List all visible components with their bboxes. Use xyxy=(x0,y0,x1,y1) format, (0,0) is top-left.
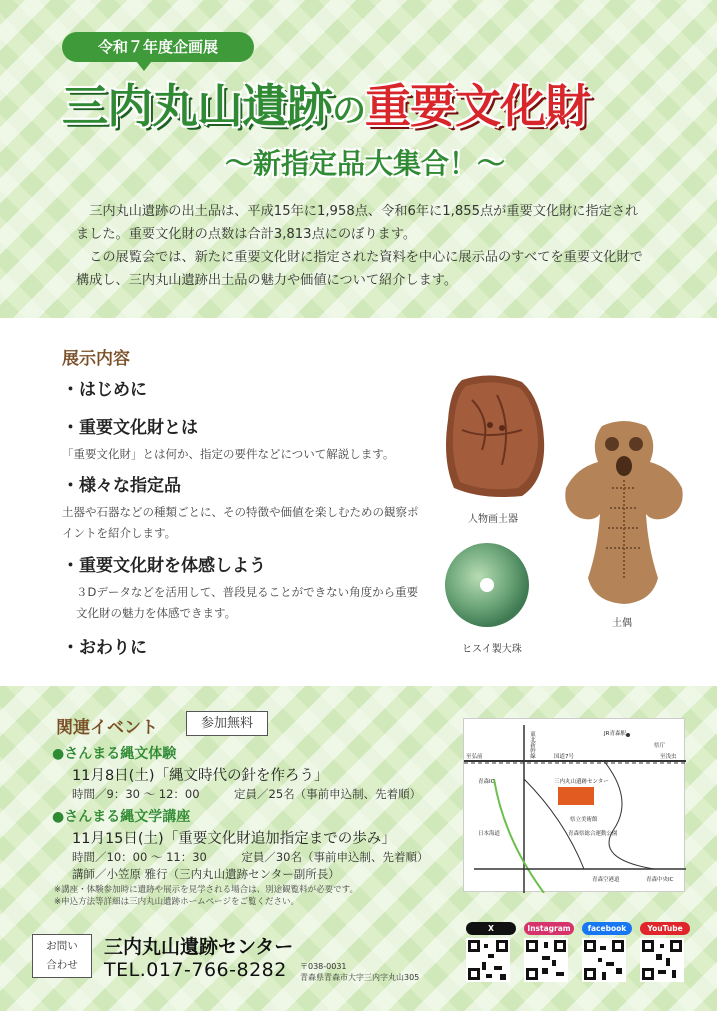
exhibit-item-desc: 土器や石器などの種類ごとに、その特徴や価値を楽しむための観察ポイントを紹介します。 xyxy=(62,505,419,540)
map-label-kencho: 県庁 xyxy=(654,743,666,749)
pottery-image xyxy=(442,370,548,500)
org-name: 三内丸山遺跡センター xyxy=(104,936,294,958)
map-label-station: JR青森駅 xyxy=(604,731,626,737)
intro-text xyxy=(76,200,648,292)
contact-label-1: お問い xyxy=(46,940,78,952)
event-2-name: ●さんまる縄文学講座 xyxy=(52,809,191,825)
jade-image xyxy=(444,542,530,628)
exhibit-item-heading: ・重要文化財を体感しよう xyxy=(62,556,266,576)
event-1-info: 時間／9：30 ～ 12：00 定員／25名（事前申込制、先着順） xyxy=(72,787,422,801)
exhibit-item xyxy=(62,474,432,544)
exhibit-item-heading: ・様々な指定品 xyxy=(62,476,181,496)
map-label-nishi: 至弘前 xyxy=(466,754,483,760)
sns-youtube[interactable] xyxy=(640,922,690,986)
contact-label xyxy=(32,934,92,978)
title-part1: 三内丸山遺跡 xyxy=(62,79,332,133)
note-1: ※講座・体験参加時に遺跡や展示を見学される場合は、別途観覧料が必要です。 xyxy=(54,885,358,895)
sns-x[interactable] xyxy=(466,922,516,986)
map-label-center: 三内丸山遺跡センター xyxy=(554,779,609,785)
exhibit-item-heading: ・おわりに xyxy=(62,638,147,658)
postal-code: 〒038-0031 xyxy=(300,962,347,971)
qr-code-icon xyxy=(582,938,626,982)
events-title: 関連イベント xyxy=(56,718,158,738)
map-label-higashi: 至浅虫 xyxy=(660,754,677,760)
event-2-lecturer: 講師／小笠原 雅行（三内丸山遺跡センター副所長） xyxy=(72,867,340,881)
map-label-route7: 国道7号 xyxy=(554,754,574,760)
exhibit-item-desc: 「重要文化財」とは何か、指定の要件などについて解説します。 xyxy=(62,447,395,461)
sub-title: 〜新指定品大集合！〜 xyxy=(224,147,505,180)
sns-facebook[interactable] xyxy=(582,922,632,986)
dogu-image xyxy=(562,418,686,608)
title-part3: 重要文化財 xyxy=(365,79,590,133)
exhibit-item xyxy=(62,636,432,660)
map-label-ic: 青森IC xyxy=(478,779,495,785)
title-part2: の xyxy=(332,91,365,131)
x-icon: X xyxy=(466,922,516,935)
address xyxy=(300,961,419,983)
pottery-caption: 人物画土器 xyxy=(468,514,518,525)
note-2: ※申込方法等詳細は三内丸山遺跡ホームページをご覧ください。 xyxy=(54,897,299,907)
exhibit-section-title: 展示内容 xyxy=(62,349,130,369)
map-label-airport: 青森空港道 xyxy=(592,877,620,883)
jade-caption: ヒスイ製大珠 xyxy=(462,644,522,655)
map-label-museum: 県立美術館 xyxy=(570,817,598,823)
exhibit-item xyxy=(62,554,432,624)
event-notes xyxy=(54,884,358,908)
facebook-icon: facebook xyxy=(582,922,632,935)
map-label-nihonkai: 日本海道 xyxy=(478,831,501,837)
qr-code-icon xyxy=(640,938,684,982)
exhibit-item-heading: ・重要文化財とは xyxy=(62,418,198,438)
sns-instagram[interactable] xyxy=(524,922,574,986)
event-1-date: 11月8日(土)「縄文時代の針を作ろう」 xyxy=(72,768,329,784)
map-label-tohoku: 東北新幹線 xyxy=(529,731,535,759)
main-title xyxy=(62,70,672,138)
qr-code-icon xyxy=(524,938,568,982)
intro-paragraph-1: 三内丸山遺跡の出土品は、平成15年に1,958点、令和6年に1,855点が重要文化財に指定されました。重要文化財の点数は合計3,813点にのぼります。 xyxy=(76,204,639,242)
instagram-icon: Instagram xyxy=(524,922,574,935)
map-roads xyxy=(464,719,686,893)
dogu-caption: 土偶 xyxy=(612,618,632,629)
free-badge: 参加無料 xyxy=(186,711,268,736)
qr-code-icon xyxy=(466,938,510,982)
exhibit-item-heading: ・はじめに xyxy=(62,380,147,400)
exhibit-item xyxy=(62,378,432,402)
map-label-sports: 青森県総合運動公園 xyxy=(568,831,618,837)
intro-paragraph-2: この展覧会では、新たに重要文化財に指定された資料を中心に展示品のすべてを重要文化財で構成し、三内丸山遺跡出土品の魅力や価値について紹介します。 xyxy=(76,250,643,288)
event-1-name: ●さんまる縄文体験 xyxy=(52,746,177,762)
street-address: 青森県青森市大字三内字丸山305 xyxy=(300,973,420,982)
exhibition-badge: 令和７年度企画展 xyxy=(62,32,254,62)
event-2-date: 11月15日(土)「重要文化財追加指定までの歩み」 xyxy=(72,831,396,847)
center-marker xyxy=(558,787,594,805)
tel-number[interactable]: TEL.017-766-8282 xyxy=(104,959,287,981)
exhibit-item-desc: ３Dデータなどを活用して、普段見ることができない角度から重要文化財の魅力を体感できます。 xyxy=(76,585,419,620)
event-2-info: 時間／10：00 ～ 11：30 定員／30名（事前申込制、先着順） xyxy=(72,850,429,864)
youtube-icon: YouTube xyxy=(640,922,690,935)
map-label-chuo-ic: 青森中央IC xyxy=(646,877,674,883)
access-map xyxy=(463,718,685,892)
exhibit-item xyxy=(62,416,432,465)
contact-label-2: 合わせ xyxy=(46,959,78,971)
